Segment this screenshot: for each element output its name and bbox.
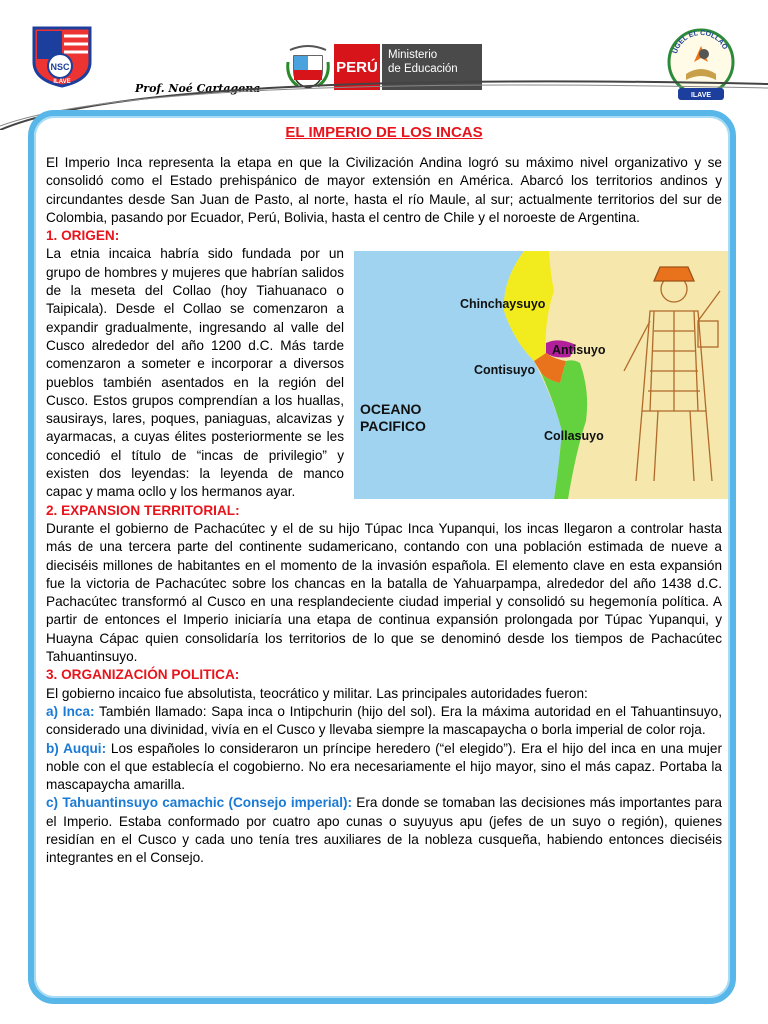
expansion-paragraph: Durante el gobierno de Pachacútec y el de su hijo Túpac Inca Yupanqui, los incas llegaron a controlar hasta más de una tercera parte del continente sudamericano, contando con una población estimada de nueve a dieciséis millones de habitantes en el momento de la invasión española. El elemento clave en esta expansión fue la victoria de Pachacútec sobre los chancas en la batalla de Yahuarpampa, alrededor del año 1438 d.C. Pachacútec transformó al Cusco en una resplandeciente ciudad imperial y consolidó su hegemonía política. A partir de entonces el Imperio iniciaría una etapa de continua expansión prolongada por Túpac Yupanqui, y Huayna Cápac quien consolidaría los territorios de lo que se denominó desde los tiempos de Pachacútec Tahuantinsuyo. — [46, 520, 722, 665]
authority-inca-label: a) Inca: — [46, 703, 95, 719]
origen-paragraph: La etnia incaica habría sido fundada por un grupo de hombres y mujeres que habrían salidos de la meseta del Collao (hoy Tiahuanaco o Taipicala). Desde el Collao se comenzaron a expandir gradualmente, ingresando al valle del Cusco alrededor del año 1200 d.C. Más tarde comenzaron a someter e incorporar a diversos pueblos también asentados en la región del Cusco. Estos grupos comprendían a los huallas, sausirays, lares, poques, paniaguas, alcavizas y ayarmacas, a cuyas élites posteriormente se les concedió el título de “incas de privilegio” y existen dos leyendas: la leyenda de manco capac y mama ocllo y los hermanos ayar. — [46, 246, 344, 500]
ministry-label-line2: de Educación — [388, 63, 458, 75]
inca-figure-illustration — [624, 267, 720, 481]
teacher-name: Prof. Noé Cartagena — [135, 82, 261, 95]
section-origen — [46, 245, 722, 666]
label-chinchaysuyo: Chinchaysuyo — [460, 297, 546, 312]
ocean-label — [360, 401, 426, 435]
authority-auqui-label: b) Auqui: — [46, 740, 107, 756]
ocean-label-line1: OCEANO — [360, 401, 422, 418]
authority-inca — [46, 703, 722, 740]
organizacion-intro: El gobierno incaico fue absolutista, teocrático y militar. Las principales autoridades fueron: — [46, 685, 588, 701]
section-organizacion-heading: 3. ORGANIZACIÓN POLITICA: — [46, 667, 240, 683]
section-expansion-heading: 2. EXPANSION TERRITORIAL: — [46, 502, 240, 518]
authority-auqui-text: Los españoles lo consideraron un príncipe heredero (“el elegido”). Era el hijo del inca en una mujer noble con el que establecía el cogobierno. No era necesariamente el hijo mayor, sino el más capaz. Portaba la mascapaycha amarilla. — [46, 740, 723, 793]
ministry-label-line1: Ministerio — [388, 49, 438, 61]
intro-paragraph: El Imperio Inca representa la etapa en que la Civilización Andina logró su máximo nivel organizativo y se consolidó como el Estado prehispánico de mayor extensión en América. Abarcó los territorios andinos y circundantes desde San Juan de Pasto, al norte, hasta el río Maule, al sur; actualmente territorios del sur de Colombia, pasando por Ecuador, Perú, Bolivia, hasta el centro de Chile y el noroeste de Argentina. — [46, 155, 722, 225]
authority-inca-text: También llamado: Sapa inca o Intipchurin (hijo del sol). Era la máxima autoridad en el Tahuantinsuyo, considerado una divinidad, vivía en el Cusco y llevaba siempre la mascapaycha o borla imperial de color roja. — [46, 703, 723, 738]
map-drawing — [354, 251, 728, 499]
tahuantinsuyo-map — [354, 251, 728, 499]
document-body — [46, 124, 722, 868]
ugel-logo-sub: ILAVE — [690, 92, 712, 99]
page-header — [0, 0, 768, 110]
school-logo-sub: ILAVE — [53, 79, 71, 85]
authority-consejo-label: c) Tahuantinsuyo camachic (Consejo imperial): — [46, 795, 353, 811]
authority-consejo-text: Era donde se tomaban las decisiones más importantes para el Imperio. Estaba conformado por cuatro apo cunas o suyuyus apu (jefes de un suyo o región), quienes residían en el Cusco y cada uno tenía tres auxiliares de la nobleza cusqueña, habiendo entonces dieciséis integrantes en el Consejo. — [46, 795, 722, 866]
peru-label: PERÚ — [334, 44, 380, 90]
ocean-label-line2: PACIFICO — [360, 418, 426, 435]
school-logo-text: NSC — [50, 62, 70, 72]
authority-auqui — [46, 740, 722, 795]
label-collasuyo: Collasuyo — [544, 429, 604, 444]
ugel-logo-text: UGEL EL COLLAO — [671, 29, 729, 55]
label-contisuyo: Contisuyo — [474, 363, 536, 378]
section-origen-heading: 1. ORIGEN: — [46, 228, 120, 244]
page-title: EL IMPERIO DE LOS INCAS — [285, 124, 483, 141]
label-antisuyo: Antisuyo — [552, 343, 606, 358]
authority-consejo — [46, 794, 722, 867]
